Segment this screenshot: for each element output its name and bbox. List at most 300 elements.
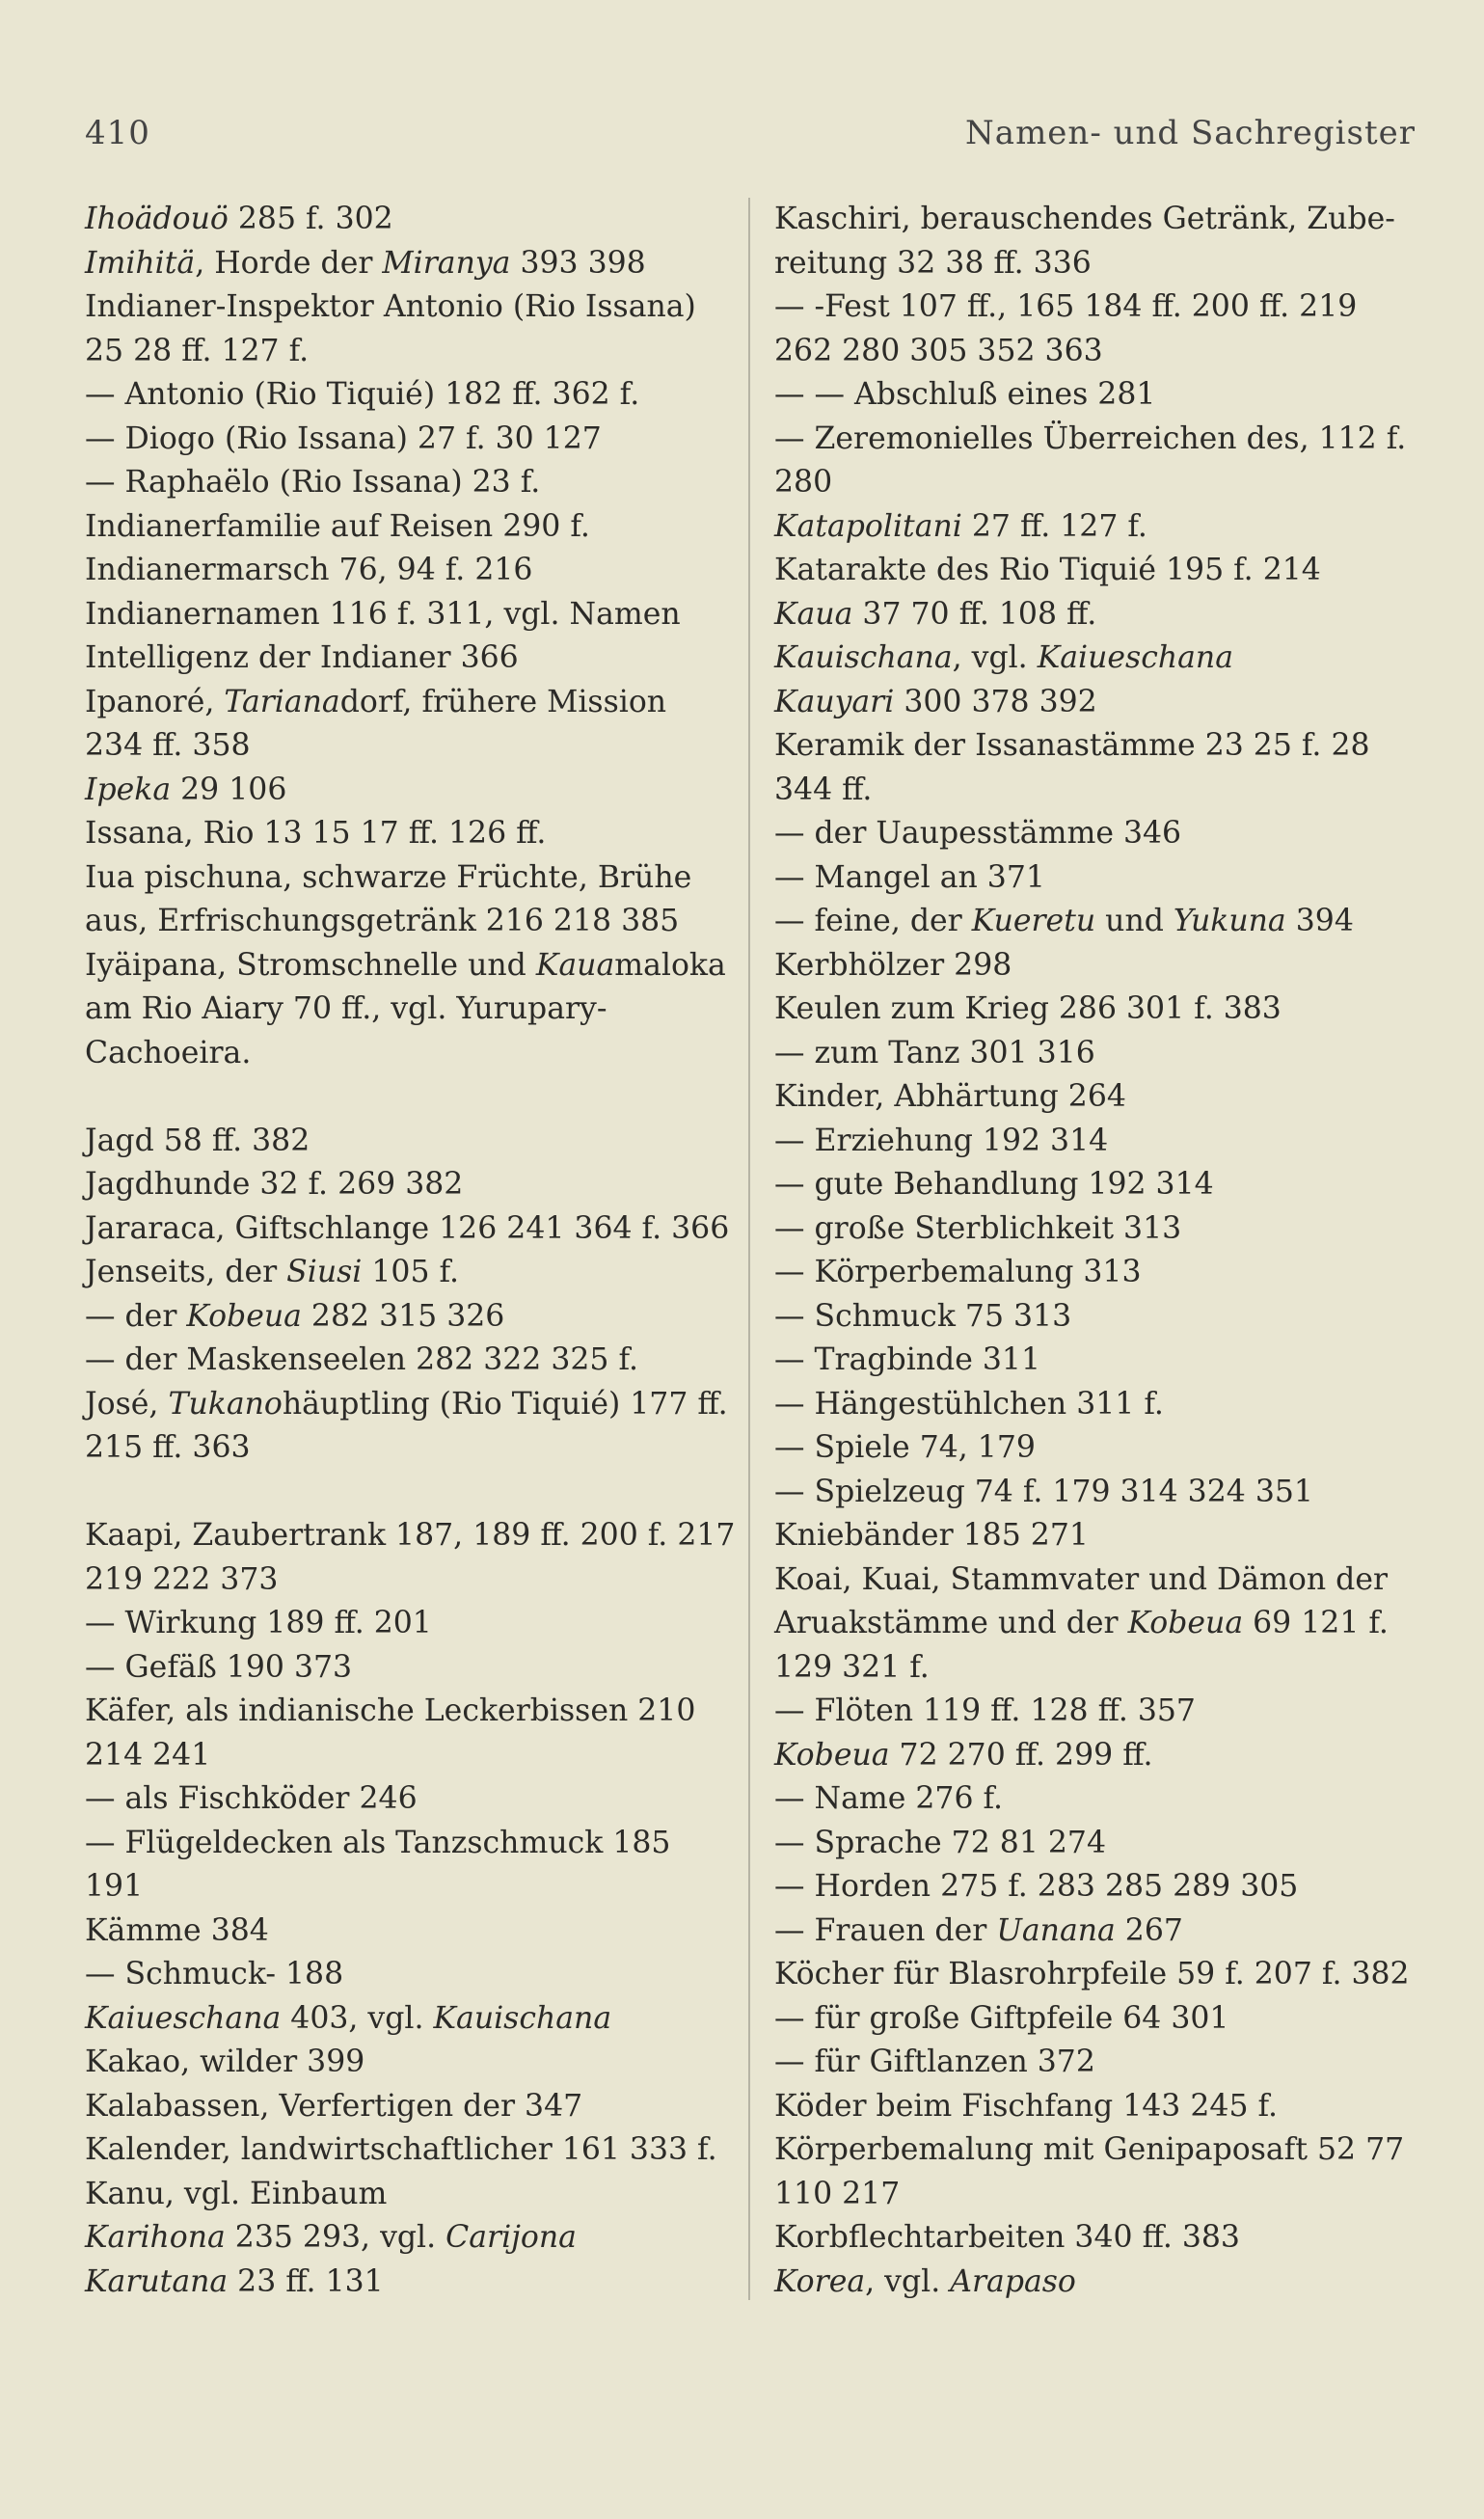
index-entry-line — [774, 1602, 1422, 1646]
index-entry-line — [774, 1075, 1422, 1120]
index-entry-line — [774, 944, 1422, 989]
index-entry-line — [774, 1558, 1422, 1603]
italic-term: Imihitä — [85, 245, 196, 281]
index-entry-line — [774, 1514, 1422, 1558]
index-entry-line — [774, 1120, 1422, 1164]
index-entry-line — [774, 242, 1422, 286]
entry-text: 129 321 f. — [774, 1649, 930, 1685]
index-entry-line — [774, 2041, 1422, 2085]
italic-term: Kaiueschana — [85, 2000, 282, 2036]
index-entry — [774, 2216, 1422, 2261]
italic-term: Karihona — [85, 2220, 226, 2255]
index-entry-line — [85, 593, 733, 637]
page-number: 410 — [85, 114, 150, 152]
index-entry-line — [85, 944, 733, 989]
italic-term: Yukuna — [1173, 904, 1286, 938]
index-entry — [85, 2261, 733, 2305]
index-entry-line — [85, 1207, 733, 1252]
index-entry — [774, 1777, 1422, 1822]
entry-text: , vgl. — [865, 2263, 951, 2299]
index-entry — [85, 549, 733, 593]
entry-text: — Erziehung 192 314 — [774, 1123, 1109, 1158]
index-entry-line — [774, 1953, 1422, 1997]
index-entry-line — [85, 1734, 733, 1778]
index-entry — [774, 944, 1422, 989]
italic-term: Arapaso — [950, 2263, 1076, 2299]
index-entry — [85, 1339, 733, 1383]
index-entry — [85, 1207, 733, 1252]
index-entry-line — [85, 1602, 733, 1646]
index-entry-line — [774, 593, 1422, 637]
index-entry-line — [85, 1426, 733, 1471]
italic-term: Kauyari — [774, 684, 895, 719]
entry-text: Kerbhölzer 298 — [774, 947, 1012, 983]
index-entry — [85, 1997, 733, 2042]
italic-term: Kaua — [774, 596, 853, 632]
index-entry-line — [774, 1471, 1422, 1515]
index-entry — [774, 593, 1422, 637]
entry-text: 394 — [1285, 904, 1354, 938]
index-entry — [774, 1339, 1422, 1383]
index-entry — [85, 812, 733, 856]
index-entry — [85, 856, 733, 944]
index-entry-line — [85, 418, 733, 462]
index-entry — [774, 900, 1422, 944]
index-entry-line — [85, 1514, 736, 1558]
entry-text: 267 — [1115, 1912, 1183, 1948]
italic-term: Katapolitani — [774, 508, 962, 544]
index-entry — [774, 1910, 1422, 1954]
italic-term: Tariana — [224, 684, 340, 719]
index-entry — [774, 285, 1422, 373]
entry-text: Keulen zum Krieg 286 301 f. 383 — [774, 991, 1282, 1026]
entry-text: Intelligenz der Indianer 366 — [85, 640, 519, 675]
index-entry — [85, 2041, 733, 2085]
index-entry-line — [774, 1251, 1422, 1295]
index-entry-line — [85, 2261, 733, 2305]
index-entry — [774, 1865, 1422, 1910]
index-entry — [774, 724, 1422, 812]
index-entry-line — [774, 1207, 1422, 1252]
italic-term: Kobeua — [774, 1737, 890, 1773]
index-entry — [85, 1646, 733, 1691]
index-entry-line — [85, 1997, 733, 2042]
index-entry-line — [774, 1646, 1422, 1691]
index-entry-line — [774, 505, 1422, 550]
italic-term: Kaiueschana — [1037, 640, 1233, 675]
index-entry-line — [774, 1295, 1422, 1340]
index-column-left — [85, 198, 736, 2304]
italic-term: Kobeua — [1127, 1606, 1244, 1640]
entry-text: — Flügeldecken als Tanzschmuck 185 — [85, 1825, 671, 1860]
index-entry — [774, 856, 1422, 901]
index-entry — [774, 1471, 1422, 1515]
entry-text: Kanu, vgl. Einbaum — [85, 2176, 388, 2211]
entry-text: Ipanoré, — [85, 684, 225, 719]
running-title: Namen- und Sachregister — [965, 114, 1416, 152]
index-entry — [774, 1163, 1422, 1207]
index-entry-line — [85, 812, 733, 856]
index-entry-line — [85, 1777, 733, 1822]
index-entry-line — [85, 2128, 733, 2173]
index-entry-line — [774, 2173, 1422, 2217]
index-entry-line — [85, 681, 733, 725]
index-entry — [774, 373, 1422, 418]
entry-text: , vgl. — [952, 640, 1038, 675]
index-entry-line — [774, 198, 1422, 242]
entry-text: — Wirkung 189 ff. 201 — [85, 1606, 432, 1640]
entry-text: häuptling (Rio Tiquié) 177 ff. — [282, 1386, 728, 1422]
index-entry-line — [774, 373, 1422, 418]
italic-term: Kueretu — [971, 904, 1096, 938]
index-entry-line — [85, 285, 733, 330]
index-entry — [85, 769, 733, 813]
entry-text: — Gefäß 190 373 — [85, 1649, 353, 1685]
italic-term: Ihoädouö — [85, 202, 229, 236]
index-entry-line — [85, 198, 733, 242]
index-entry-line — [774, 549, 1422, 593]
index-entry — [85, 1953, 733, 1997]
entry-text: 25 28 ff. 127 f. — [85, 333, 310, 368]
entry-text: Jenseits, der — [85, 1255, 287, 1289]
entry-text: Kalabassen, Verfertigen der 347 — [85, 2088, 583, 2124]
entry-text: Kaapi, Zaubertrank 187, 189 ff. 200 f. 217 — [85, 1518, 736, 1553]
index-entry-line — [774, 1822, 1422, 1866]
index-entry — [85, 418, 733, 462]
entry-text: 105 f. — [362, 1255, 460, 1289]
index-entry — [774, 2041, 1422, 2085]
entry-text: 280 — [774, 465, 833, 500]
index-entry-line — [774, 769, 1422, 813]
entry-text: — — Abschluß eines 281 — [774, 377, 1156, 412]
entry-text: Kniebänder 185 271 — [774, 1518, 1089, 1553]
entry-text: Köcher für Blasrohrpfeile 59 f. 207 f. 382 — [774, 1957, 1410, 1991]
entry-text: — -Fest 107 ff., 165 184 ff. 200 ff. 219 — [774, 289, 1358, 324]
entry-text: 23 ff. 131 — [228, 2263, 384, 2299]
index-entry-line — [774, 461, 1422, 505]
index-entry — [774, 2085, 1422, 2129]
entry-text: 403, vgl. — [281, 2000, 434, 2036]
index-entry — [774, 1383, 1422, 1427]
entry-text: — zum Tanz 301 316 — [774, 1035, 1095, 1070]
index-entry — [85, 1514, 736, 1602]
index-entry — [85, 285, 733, 373]
index-entry-line — [85, 2085, 733, 2129]
index-entry-line — [85, 1646, 733, 1691]
italic-term: Uanana — [996, 1912, 1116, 1948]
entry-text: Kinder, Abhärtung 264 — [774, 1079, 1126, 1114]
entry-text: Indianermarsch 76, 94 f. 216 — [85, 553, 533, 587]
entry-text: Kämme 384 — [85, 1912, 269, 1948]
entry-text: Koai, Kuai, Stammvater und Dämon der — [774, 1561, 1389, 1597]
entry-text: Iua pischuna, schwarze Früchte, Brühe — [85, 859, 692, 895]
entry-text: 72 270 ff. 299 ff. — [889, 1737, 1153, 1773]
entry-text: Kaschiri, berauschendes Getränk, Zube- — [774, 202, 1395, 236]
entry-text: 300 378 392 — [894, 684, 1097, 719]
index-entry-line — [774, 1910, 1422, 1954]
entry-text: Keramik der Issanastämme 23 25 f. 28 — [774, 728, 1370, 763]
index-entry-line — [774, 724, 1422, 769]
index-entry-line — [85, 2041, 733, 2085]
index-entry — [774, 1558, 1422, 1691]
index-entry — [774, 812, 1422, 856]
index-entry-line — [774, 1777, 1422, 1822]
entry-text: — der — [85, 1298, 187, 1334]
index-entry — [774, 637, 1422, 681]
index-entry-line — [85, 1163, 733, 1207]
index-entry-line — [774, 988, 1422, 1032]
index-entry — [774, 198, 1422, 285]
entry-text: 29 106 — [171, 772, 287, 807]
entry-text: Cachoeira. — [85, 1035, 252, 1070]
index-entry-line — [774, 285, 1422, 330]
index-entry-line — [85, 1865, 733, 1910]
entry-text: — Schmuck 75 313 — [774, 1298, 1072, 1334]
entry-text: José, — [85, 1386, 169, 1422]
index-entry-line — [774, 1032, 1422, 1076]
entry-text: 262 280 305 352 363 — [774, 333, 1103, 368]
entry-text: — Mangel an 371 — [774, 859, 1045, 895]
entry-text: — Frauen der — [774, 1912, 997, 1948]
index-entry — [85, 2085, 733, 2129]
index-entry-line — [85, 242, 733, 286]
index-entry-line — [85, 461, 733, 505]
entry-text: 285 f. 302 — [228, 202, 393, 236]
index-entry-line — [774, 2261, 1422, 2305]
entry-text: Issana, Rio 13 15 17 ff. 126 ff. — [85, 816, 547, 851]
entry-text: — gute Behandlung 192 314 — [774, 1167, 1214, 1202]
index-entry-line — [85, 373, 733, 418]
entry-text: Kakao, wilder 399 — [85, 2045, 365, 2079]
index-entry — [85, 1383, 733, 1471]
index-entry-line — [85, 724, 733, 769]
index-entry — [85, 2128, 733, 2173]
index-entry — [774, 549, 1422, 593]
index-entry — [774, 1822, 1422, 1866]
index-entry-line — [774, 1734, 1422, 1778]
italic-term: Kobeua — [186, 1298, 302, 1334]
entry-text: Indianer-Inspektor Antonio (Rio Issana) — [85, 289, 696, 324]
index-entry-line — [774, 812, 1422, 856]
index-entry-line — [85, 2216, 733, 2261]
index-entry-line — [85, 1558, 733, 1603]
index-entry-line — [774, 2128, 1422, 2173]
entry-text: 215 ff. 363 — [85, 1430, 251, 1465]
index-entry-line — [85, 1383, 733, 1427]
entry-text: 393 398 — [510, 245, 646, 281]
index-entry-line — [85, 856, 733, 901]
italic-term: Karutana — [85, 2263, 229, 2299]
index-entry — [774, 1734, 1422, 1778]
index-entry — [85, 1690, 733, 1777]
index-entry-line — [85, 549, 733, 593]
index-entry-line — [774, 1339, 1422, 1383]
index-entry — [85, 2173, 733, 2217]
index-entry-line — [85, 1953, 733, 1997]
italic-term: Siusi — [286, 1255, 363, 1289]
italic-term: Kauischana — [433, 2000, 612, 2036]
index-entry-line — [85, 637, 733, 681]
index-entry — [85, 2216, 733, 2261]
section-gap — [85, 1471, 733, 1515]
entry-text: 69 121 f. — [1243, 1606, 1389, 1640]
column-divider — [748, 198, 750, 2300]
index-entry-line — [85, 769, 733, 813]
entry-text: 110 217 — [774, 2176, 901, 2211]
entry-text: Käfer, als indianische Leckerbissen 210 — [85, 1693, 696, 1728]
entry-text: 234 ff. 358 — [85, 728, 251, 763]
entry-text: — Name 276 f. — [774, 1781, 1004, 1816]
index-entry — [85, 461, 733, 505]
entry-text: 191 — [85, 1869, 144, 1904]
index-entry-line — [85, 1251, 733, 1295]
index-entry — [85, 1120, 733, 1164]
entry-text: reitung 32 38 ff. 336 — [774, 245, 1092, 281]
entry-text: Jararaca, Giftschlange 126 241 364 f. 366 — [85, 1210, 730, 1246]
italic-term: Ipeka — [85, 772, 172, 807]
index-entry — [85, 1295, 733, 1340]
index-entry-line — [774, 418, 1422, 462]
entry-text: Jagdhunde 32 f. 269 382 — [85, 1167, 464, 1202]
entry-text: — Diogo (Rio Issana) 27 f. 30 127 — [85, 420, 602, 456]
entry-text: — für große Giftpfeile 64 301 — [774, 2000, 1229, 2036]
index-entry-line — [774, 2085, 1422, 2129]
entry-text: — Antonio (Rio Tiquié) 182 ff. 362 f. — [85, 377, 640, 412]
index-entry — [85, 1777, 733, 1822]
italic-term: Korea — [774, 2263, 866, 2299]
index-entry — [85, 505, 733, 550]
index-entry-line — [85, 505, 733, 550]
entry-text: — feine, der — [774, 904, 972, 938]
index-entry-line — [774, 1997, 1422, 2042]
entry-text: Iyäipana, Stromschnelle und — [85, 947, 536, 983]
entry-text: Katarakte des Rio Tiquié 195 f. 214 — [774, 553, 1321, 587]
index-entry-line — [774, 330, 1422, 374]
entry-text: Körperbemalung mit Genipaposaft 52 77 — [774, 2132, 1405, 2167]
entry-text: 27 ff. 127 f. — [961, 508, 1147, 544]
index-entry-line — [85, 1910, 733, 1954]
index-entry — [85, 1822, 733, 1910]
index-entry — [774, 1075, 1422, 1120]
entry-text: 214 241 — [85, 1737, 211, 1773]
index-entry — [774, 1953, 1422, 1997]
entry-text: — Schmuck- 188 — [85, 1957, 344, 1991]
index-entry — [85, 1910, 733, 1954]
italic-term: Miranya — [382, 245, 511, 281]
index-entry — [774, 1207, 1422, 1252]
entry-text: — Sprache 72 81 274 — [774, 1825, 1106, 1860]
entry-text: dorf, frühere Mission — [339, 684, 667, 719]
index-entry — [774, 1120, 1422, 1164]
entry-text: — der Uaupesstämme 346 — [774, 816, 1182, 851]
index-entry-line — [774, 681, 1422, 725]
entry-text: maloka — [614, 947, 726, 983]
index-entry — [774, 1426, 1422, 1471]
entry-text: — als Fischköder 246 — [85, 1781, 418, 1816]
index-entry — [774, 505, 1422, 550]
index-entry — [85, 637, 733, 681]
entry-text: Jagd 58 ff. 382 — [85, 1123, 310, 1158]
italic-term: Kauischana — [774, 640, 953, 675]
index-entry — [85, 198, 733, 242]
index-entry-line — [85, 1295, 733, 1340]
index-entry-line — [85, 1822, 733, 1866]
index-entry-line — [85, 330, 733, 374]
italic-term: Carijona — [445, 2220, 577, 2255]
italic-term: Kaua — [535, 947, 615, 983]
index-entry — [774, 1295, 1422, 1340]
index-entry — [85, 1602, 733, 1646]
entry-text: 235 293, vgl. — [225, 2220, 446, 2255]
entry-text: — große Sterblichkeit 313 — [774, 1210, 1182, 1246]
index-entry-line — [774, 1690, 1422, 1734]
index-entry-line — [85, 1339, 733, 1383]
entry-text: Köder beim Fischfang 143 245 f. — [774, 2088, 1279, 2124]
index-entry-line — [85, 1120, 733, 1164]
entry-text: — Tragbinde 311 — [774, 1342, 1040, 1377]
index-entry-line — [774, 1865, 1422, 1910]
entry-text: — Raphaëlo (Rio Issana) 23 f. — [85, 465, 541, 500]
entry-text: — Flöten 119 ff. 128 ff. 357 — [774, 1693, 1196, 1728]
index-entry-line — [774, 2216, 1422, 2261]
index-entry-line — [774, 1383, 1422, 1427]
entry-text: am Rio Aiary 70 ff., vgl. Yurupary- — [85, 991, 607, 1026]
index-entry-line — [85, 900, 733, 944]
entry-text: , Horde der — [195, 245, 383, 281]
index-entry — [774, 988, 1422, 1032]
index-entry — [85, 593, 733, 637]
entry-text: Indianernamen 116 f. 311, vgl. Namen — [85, 596, 681, 632]
entry-text: 37 70 ff. 108 ff. — [852, 596, 1097, 632]
index-entry — [774, 1514, 1422, 1558]
entry-text: Indianerfamilie auf Reisen 290 f. — [85, 508, 590, 544]
index-entry — [774, 1251, 1422, 1295]
index-entry — [774, 1690, 1422, 1734]
entry-text: — Hängestühlchen 311 f. — [774, 1386, 1164, 1422]
index-entry — [85, 242, 733, 286]
entry-text: Aruakstämme und der — [774, 1606, 1128, 1640]
index-entry-line — [774, 1426, 1422, 1471]
entry-text: — Spiele 74, 179 — [774, 1430, 1036, 1465]
index-entry-line — [85, 2173, 733, 2217]
index-entry — [774, 1032, 1422, 1076]
entry-text: 344 ff. — [774, 772, 873, 807]
index-entry-line — [774, 900, 1422, 944]
index-entry-line — [774, 637, 1422, 681]
index-column-right — [774, 198, 1422, 2304]
entry-text: — Spielzeug 74 f. 179 314 324 351 — [774, 1474, 1313, 1509]
entry-text: — für Giftlanzen 372 — [774, 2045, 1095, 2079]
index-entry-line — [85, 1690, 733, 1734]
index-entry — [85, 373, 733, 418]
italic-term: Tukano — [168, 1386, 283, 1422]
index-entry — [774, 681, 1422, 725]
entry-text: und — [1095, 904, 1174, 938]
index-entry — [774, 1997, 1422, 2042]
index-entry — [85, 681, 733, 769]
entry-text: 219 222 373 — [85, 1561, 279, 1597]
index-entry — [774, 418, 1422, 505]
entry-text: — Körperbemalung 313 — [774, 1255, 1142, 1289]
index-entry-line — [774, 1163, 1422, 1207]
index-entry — [85, 1251, 733, 1295]
entry-text: — Zeremonielles Überreichen des, 112 f. — [774, 420, 1407, 456]
entry-text: 282 315 326 — [301, 1298, 505, 1334]
index-entry — [85, 944, 733, 1076]
index-entry-line — [774, 856, 1422, 901]
entry-text: Kalender, landwirtschaftlicher 161 333 f. — [85, 2132, 717, 2167]
entry-text: aus, Erfrischungsgetränk 216 218 385 — [85, 904, 680, 938]
